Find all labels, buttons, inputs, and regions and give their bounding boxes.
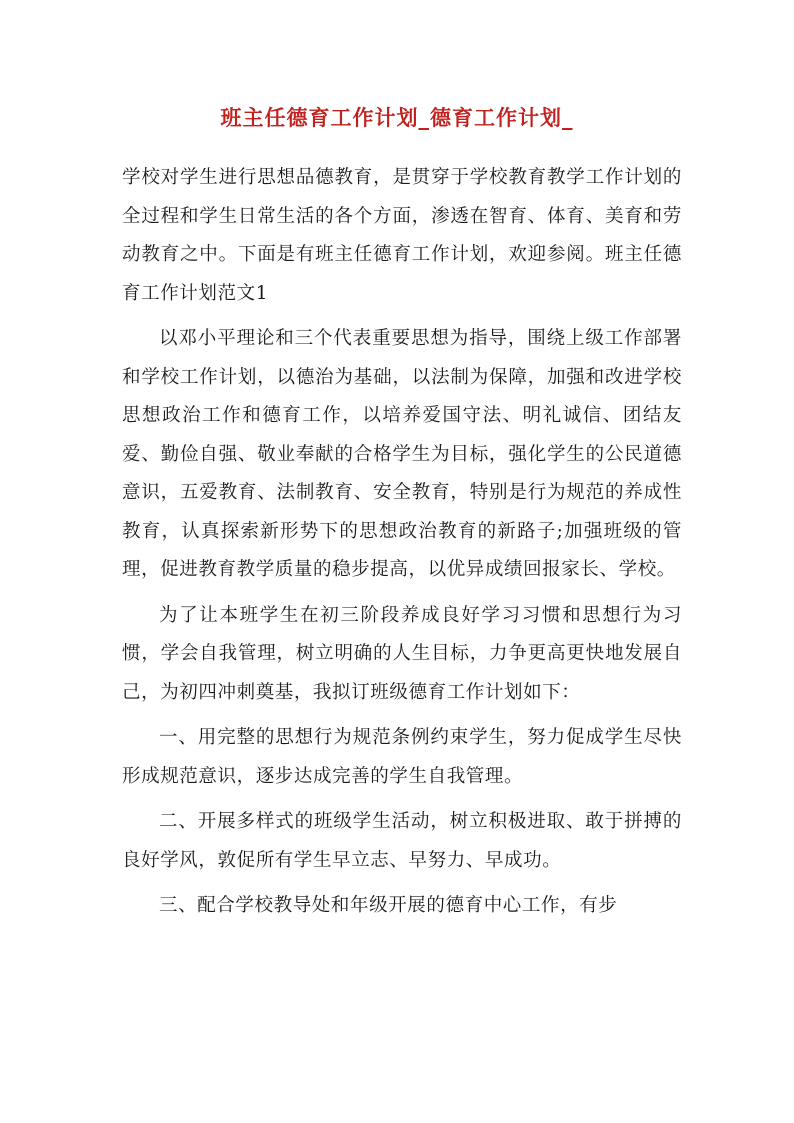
paragraph-item-1: 一、用完整的思想行为规范条例约束学生，努力促成学生尽快形成规范意识，逐步达成完善的学生自我管理。 — [122, 727, 682, 787]
paragraph-guiding-ideology: 以邓小平理论和三个代表重要思想为指导，围绕上级工作部署和学校工作计划，以德治为基础，以法制为保障，加强和改进学校思想政治工作和德育工作，以培养爱国守法、明礼诚信、团结友爱、勤俭自强、敬业奉献的合格学生为目标，强化学生的公民道德意识，五爱教育、法制教育、安全教育，特别是行为规范的养成性教育，认真探索新形势下的思想政治教育的新路子;加强班级的管理，促进教育教学质量的稳步提高，以优异成绩回报家长、学校。 — [122, 328, 682, 580]
paragraph-item-2: 二、开展多样式的班级学生活动，树立积极进取、敢于拼搏的良好学风，敦促所有学生早立志、早努力、早成功。 — [122, 811, 682, 871]
document-body — [122, 159, 682, 933]
paragraph-plan-purpose: 为了让本班学生在初三阶段养成良好学习习惯和思想行为习惯，学会自我管理，树立明确的人生目标，力争更高更快地发展自己，为初四冲刺奠基，我拟订班级德育工作计划如下： — [122, 604, 682, 703]
paragraph-item-3: 三、配合学校教导处和年级开展的德育中心工作，有步 — [159, 895, 618, 916]
document-title: 班主任德育工作计划_德育工作计划_ — [220, 105, 574, 130]
paragraph-intro: 学校对学生进行思想品德教育，是贯穿于学校教育教学工作计划的全过程和学生日常生活的各个方面，渗透在智育、体育、美育和劳动教育之中。下面是有班主任德育工作计划，欢迎参阅。班主任德育工作计划范文1 — [122, 167, 682, 304]
